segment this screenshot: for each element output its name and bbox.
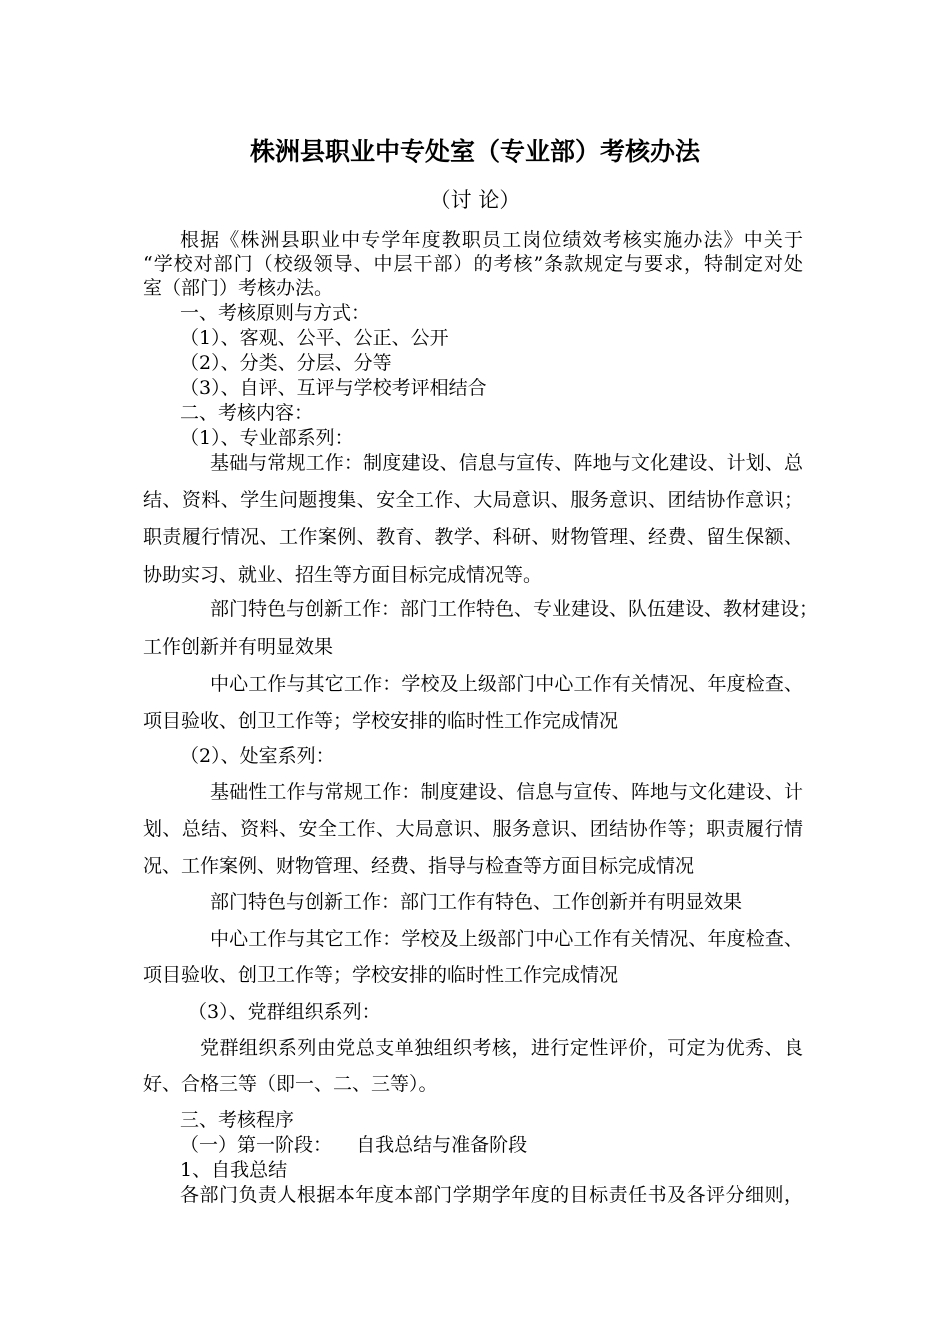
document-title: 株洲县职业中专处室（专业部）考核办法 <box>249 137 700 166</box>
section1-heading: 一、考核原则与方式： <box>180 302 371 324</box>
sub1-p1-line-3: 职责履行情况、工作案例、教育、教学、科研、财物管理、经费、留生保额、 <box>143 526 803 548</box>
document-subtitle: （讨 论） <box>429 188 521 212</box>
intro-line-3: 室（部门）考核办法。 <box>143 277 334 299</box>
section2-sub1-heading: （1）、专业部系列： <box>180 427 354 449</box>
sub3-p1-line-1: 党群组织系列由党总支单独组织考核，进行定性评价，可定为优秀、良 <box>200 1037 803 1059</box>
sub1-p1-line-4: 协助实习、就业、招生等方面目标完成情况等。 <box>143 564 543 586</box>
sub2-p1-line-2: 划、总结、资料、安全工作、大局意识、服务意识、团结协作等；职责履行情 <box>143 818 803 840</box>
sub3-p1-line-2: 好、合格三等（即一、二、三等）。 <box>143 1073 438 1095</box>
sub1-p2-line-1: 部门特色与创新工作：部门工作特色、专业建设、队伍建设、教材建设； <box>210 598 819 620</box>
sub1-p3-line-2: 项目验收、创卫工作等；学校安排的临时性工作完成情况 <box>143 710 619 732</box>
section3-last-line: 各部门负责人根据本年度本部门学期学年度的目标责任书及各评分细则， <box>180 1184 803 1206</box>
section2-sub3-heading: （3）、党群组织系列： <box>188 1001 381 1023</box>
section1-item-2: （2）、分类、分层、分等 <box>180 352 392 374</box>
section3-heading: 三、考核程序 <box>180 1109 295 1131</box>
sub1-p1-line-1: 基础与常规工作：制度建设、信息与宣传、阵地与文化建设、计划、总 <box>210 452 803 474</box>
sub1-p1-line-2: 结、资料、学生问题搜集、安全工作、大局意识、服务意识、团结协作意识； <box>143 489 803 511</box>
section1-item-1: （1）、客观、公平、公正、公开 <box>180 327 449 349</box>
section2-heading: 二、考核内容： <box>180 402 314 424</box>
sub1-p2-line-2: 工作创新并有明显效果 <box>143 636 334 658</box>
intro-line-2: “学校对部门（校级领导、中层干部）的考核”条款规定与要求，特制定对处 <box>143 253 803 275</box>
sub2-p1-line-3: 况、工作案例、财物管理、经费、指导与检查等方面目标完成情况 <box>143 855 695 877</box>
sub2-p2-line-1: 部门特色与创新工作：部门工作有特色、工作创新并有明显效果 <box>210 891 743 913</box>
intro-line-1: 根据《株洲县职业中专学年度教职员工岗位绩效考核实施办法》中关于 <box>180 229 803 251</box>
sub2-p1-line-1: 基础性工作与常规工作：制度建设、信息与宣传、阵地与文化建设、计 <box>210 781 803 803</box>
sub1-p3-line-1: 中心工作与其它工作：学校及上级部门中心工作有关情况、年度检查、 <box>210 673 803 695</box>
section3-item1: 1、自我总结 <box>180 1159 288 1181</box>
section1-item-3: （3）、自评、互评与学校考评相结合 <box>180 377 487 399</box>
section3-stage1: （一）第一阶段： 自我总结与准备阶段 <box>180 1134 528 1156</box>
sub2-p3-line-1: 中心工作与其它工作：学校及上级部门中心工作有关情况、年度检查、 <box>210 928 803 950</box>
sub2-p3-line-2: 项目验收、创卫工作等；学校安排的临时性工作完成情况 <box>143 964 619 986</box>
section2-sub2-heading: （2）、处室系列： <box>180 745 335 767</box>
